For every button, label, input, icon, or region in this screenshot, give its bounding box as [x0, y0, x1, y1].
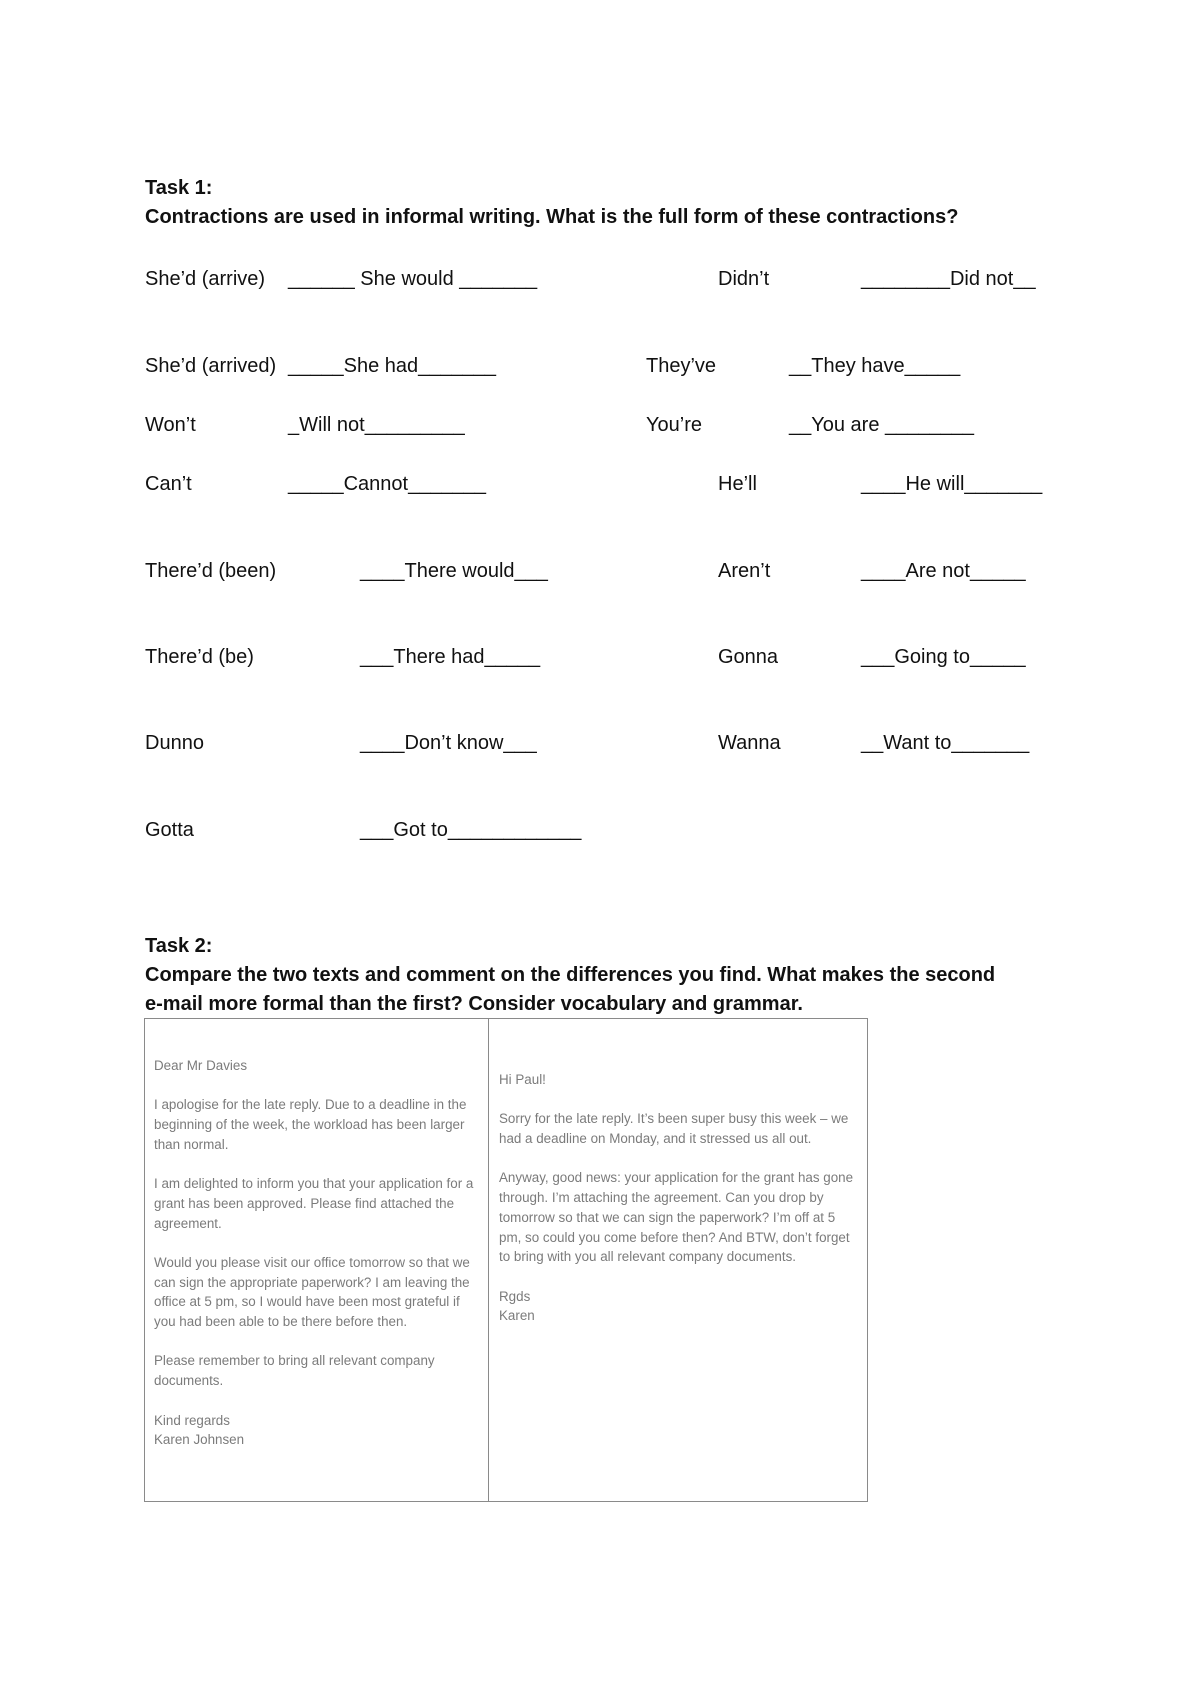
- email-closing: Rgds: [499, 1288, 531, 1304]
- contraction-label: There’d (be): [145, 646, 254, 668]
- contraction-answer: _____She had_______: [288, 355, 496, 377]
- contraction-label: Aren’t: [718, 560, 771, 582]
- contraction-label: Won’t: [145, 414, 196, 436]
- task2-instruction: e-mail more formal than the first? Consider vocabulary and grammar.: [145, 993, 803, 1015]
- email-signature: Karen Johnsen: [154, 1432, 245, 1448]
- contraction-label: He’ll: [718, 473, 757, 495]
- email-paragraph: Sorry for the late reply. It’s been super busy this week – we had a deadline on Monday, and it stressed us all out.: [499, 1111, 849, 1147]
- contraction-answer: __They have_____: [789, 355, 961, 377]
- contraction-answer: ____Don’t know___: [360, 732, 537, 754]
- contraction-label: Dunno: [145, 732, 204, 754]
- contraction-answer: _Will not_________: [288, 414, 465, 436]
- contraction-label: You’re: [646, 414, 702, 436]
- email-closing: Kind regards: [154, 1412, 230, 1428]
- formal-email-text: [154, 1056, 474, 1450]
- task2-title: Task 2:: [145, 935, 213, 957]
- contraction-label: Gonna: [718, 646, 779, 668]
- contraction-answer: ________Did not__: [861, 268, 1036, 290]
- contraction-label: Wanna: [718, 732, 781, 754]
- email-paragraph: I am delighted to inform you that your application for a grant has been approved. Please find attached the agreement.: [154, 1176, 474, 1231]
- contraction-label: There’d (been): [145, 560, 277, 582]
- contraction-label: Can’t: [145, 473, 192, 495]
- contraction-answer: ___Got to____________: [360, 819, 582, 841]
- task2-instruction: Compare the two texts and comment on the differences you find. What makes the second: [145, 964, 996, 986]
- contraction-label: Gotta: [145, 819, 194, 841]
- contraction-answer: __Want to_______: [861, 732, 1030, 754]
- email-paragraph: Would you please visit our office tomorrow so that we can sign the appropriate paperwork? I am leaving the office at 5 pm, so I would have been most grateful if you had been able to be there before then.: [154, 1254, 470, 1330]
- email-paragraph: I apologise for the late reply. Due to a deadline in the beginning of the week, the workload has been larger than normal.: [154, 1097, 467, 1152]
- contraction-label: She’d (arrive): [145, 268, 266, 290]
- contraction-answer: ____He will_______: [861, 473, 1043, 495]
- contraction-answer: ______ She would _______: [288, 268, 538, 290]
- formal-email-box: [144, 1018, 489, 1502]
- contraction-answer: ____There would___: [360, 560, 548, 582]
- email-paragraph: Anyway, good news: your application for the grant has gone through. I’m attaching the agreement. Can you drop by tomorrow so that we can sign the paperwork? I’m off at 5 pm, so could you come before then? And BTW, don’t forget to bring with you all relevant company documents.: [499, 1170, 854, 1265]
- contraction-answer: ____Are not_____: [861, 560, 1026, 582]
- email-greeting: Hi Paul!: [499, 1072, 546, 1087]
- contraction-answer: _____Cannot_______: [288, 473, 486, 495]
- email-paragraph: Please remember to bring all relevant company documents.: [154, 1353, 435, 1389]
- contraction-label: She’d (arrived): [145, 355, 277, 377]
- contraction-answer: __You are ________: [789, 414, 974, 436]
- contraction-answer: ___Going to_____: [861, 646, 1026, 668]
- contraction-label: They’ve: [646, 355, 717, 377]
- informal-email-text: [499, 1070, 861, 1326]
- email-greeting: Dear Mr Davies: [154, 1058, 248, 1073]
- informal-email-box: [488, 1018, 868, 1502]
- contraction-answer: ___There had_____: [360, 646, 541, 668]
- task1-instruction: Contractions are used in informal writing. What is the full form of these contractions?: [145, 206, 959, 228]
- email-signature: Karen: [499, 1308, 535, 1324]
- contraction-label: Didn’t: [718, 268, 770, 290]
- task1-title: Task 1:: [145, 177, 213, 199]
